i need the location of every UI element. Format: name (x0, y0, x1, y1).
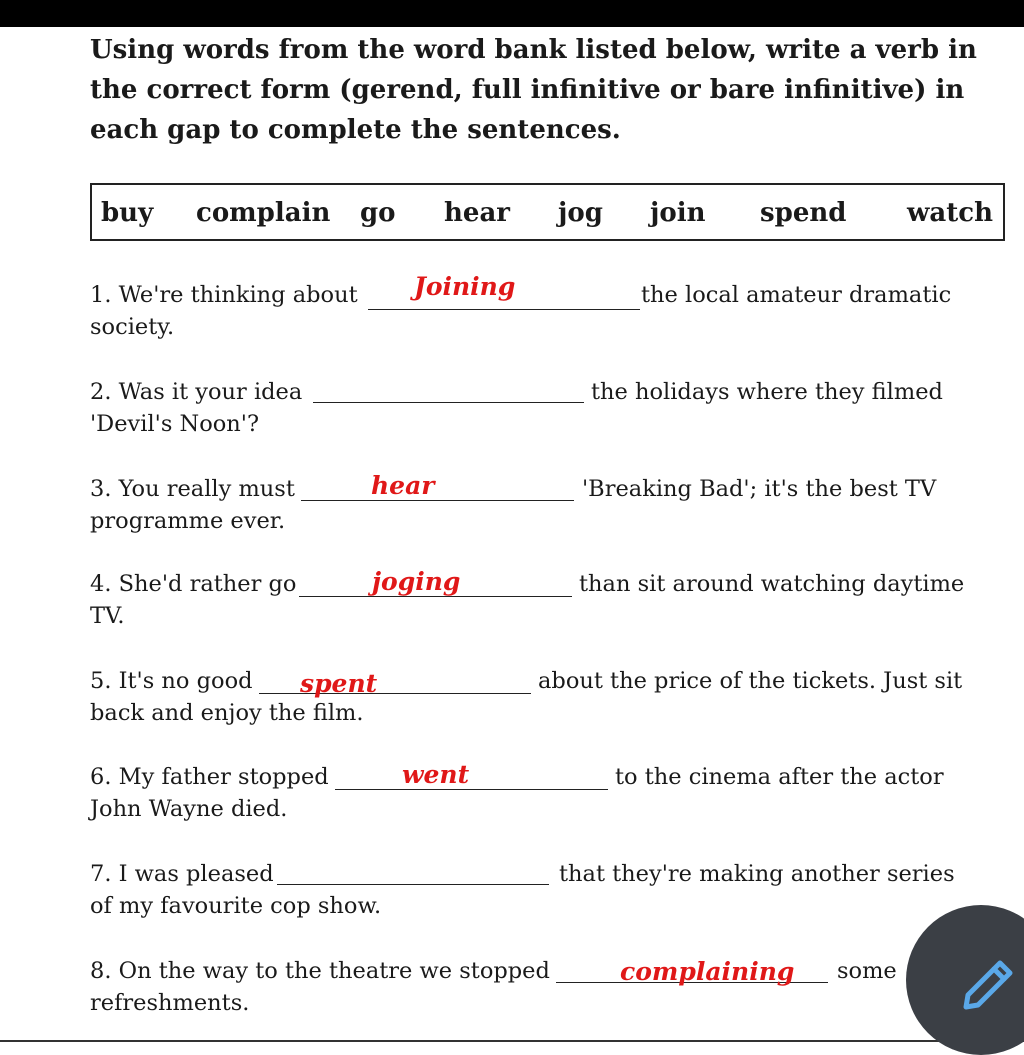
answer-3: hear (371, 471, 435, 500)
word-bank-item: complain (196, 198, 331, 228)
word-bank-item: go (360, 198, 396, 228)
question-text-after: some (837, 958, 897, 984)
question-text-after: 'Breaking Bad'; it's the best TV (582, 476, 937, 502)
word-bank (90, 183, 1005, 241)
question-text: 6. My father stopped (90, 764, 329, 790)
question-text: 7. I was pleased (90, 861, 274, 887)
word-bank-item: hear (444, 198, 510, 228)
answer-1: Joining (414, 272, 516, 301)
question-text-after: than sit around watching daytime (579, 571, 965, 597)
question-continuation: TV. (90, 603, 125, 629)
question-text-after: to the cinema after the actor (615, 764, 944, 790)
question-text: 4. She'd rather go (90, 571, 297, 597)
answer-6: went (402, 760, 470, 789)
bottom-divider (0, 1040, 1024, 1042)
question-text-after: that they're making another series (559, 861, 955, 887)
question-continuation: society. (90, 314, 175, 340)
question-continuation: refreshments. (90, 990, 250, 1016)
question-continuation: programme ever. (90, 508, 286, 534)
question-text: 3. You really must (90, 476, 295, 502)
instructions: Using words from the word bank listed below, write a verb in the correct form (gerend, full infinitive or bare infinitive) in each gap to complete the sentences. (90, 35, 977, 145)
question-continuation: of my favourite cop show. (90, 893, 382, 919)
answer-4: joging (372, 567, 461, 596)
question-text: 2. Was it your idea (90, 379, 303, 405)
word-bank-item: join (650, 198, 706, 228)
word-bank-item: watch (907, 198, 993, 228)
answer-gap-6[interactable] (335, 789, 608, 790)
answer-8: complaining (620, 957, 795, 986)
answer-gap-1[interactable] (368, 309, 640, 310)
question-continuation: John Wayne died. (90, 796, 288, 822)
answer-gap-7[interactable] (277, 884, 549, 885)
question-text-after: the local amateur dramatic (641, 282, 952, 308)
question-continuation: 'Devil's Noon'? (90, 411, 260, 437)
question-text: 1. We're thinking about (90, 282, 358, 308)
answer-5: spent (300, 669, 378, 698)
question-text: 5. It's no good (90, 668, 253, 694)
word-bank-item: spend (760, 198, 847, 228)
edit-button[interactable] (906, 905, 1024, 1055)
word-bank-item: jog (558, 198, 603, 228)
pencil-icon (958, 955, 1018, 1015)
answer-gap-3[interactable] (301, 500, 574, 501)
answer-gap-4[interactable] (299, 596, 572, 597)
answer-gap-2[interactable] (313, 402, 584, 403)
question-continuation: back and enjoy the film. (90, 700, 364, 726)
question-text-after: about the price of the tickets. Just sit (538, 668, 963, 694)
word-bank-item: buy (101, 198, 154, 228)
top-bar (0, 0, 1024, 27)
question-text-after: the holidays where they filmed (591, 379, 943, 405)
question-text: 8. On the way to the theatre we stopped (90, 958, 550, 984)
